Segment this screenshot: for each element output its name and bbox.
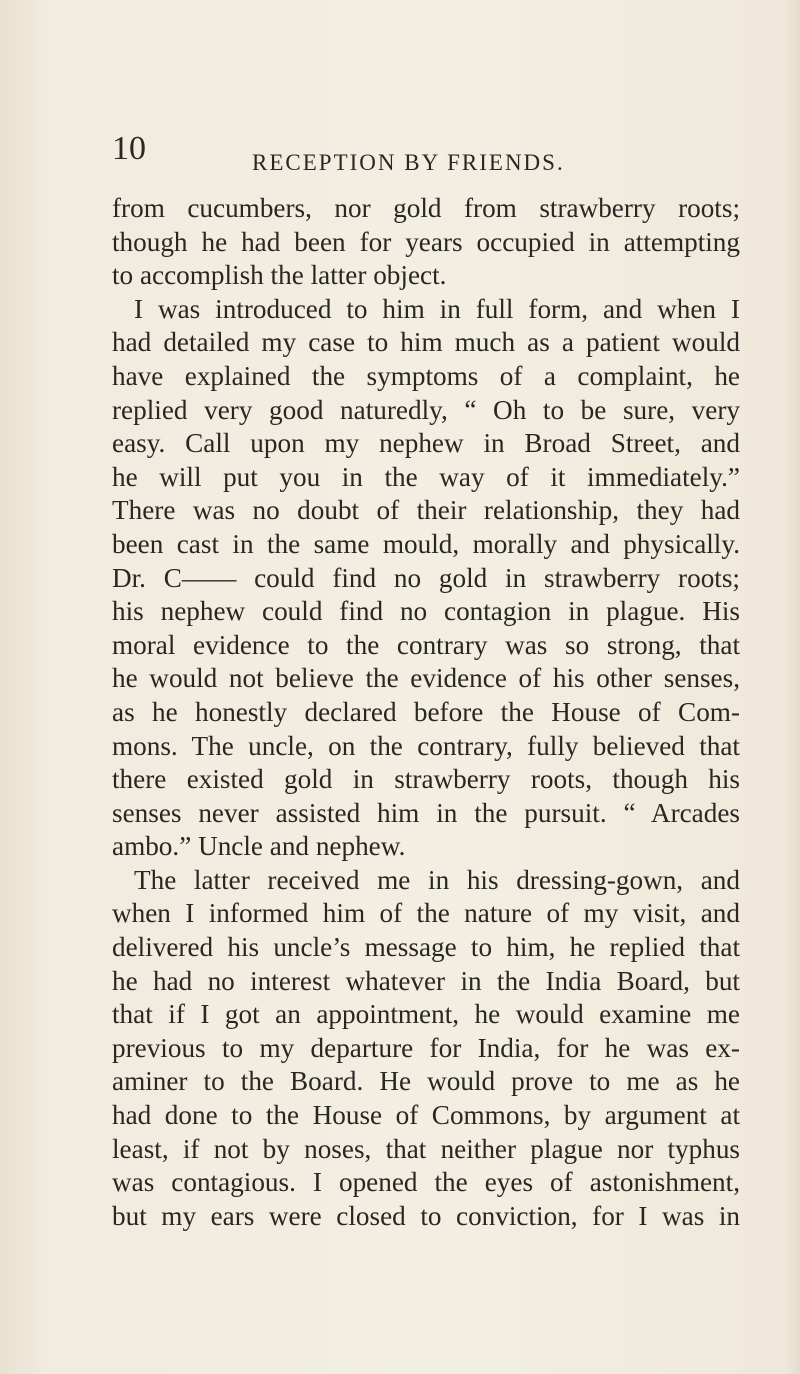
text-line: mons. The uncle, on the contrary, fully believed that xyxy=(112,730,740,761)
text-line: had detailed my case to him much as a patient would xyxy=(112,327,740,358)
text-line: previous to my departure for India, for he was ex- xyxy=(112,1032,740,1063)
page-number: 10 xyxy=(112,130,146,167)
text-line: though he had been for years occupied in attempting xyxy=(112,226,740,257)
text-line: been cast in the same mould, morally and physically. xyxy=(112,528,740,559)
text-line: was contagious. I opened the eyes of astonishment, xyxy=(112,1167,740,1198)
text-line: he will put you in the way of it immediately.” xyxy=(112,461,740,492)
text-line: moral evidence to the contrary was so strong, that xyxy=(112,629,740,660)
text-line: aminer to the Board. He would prove to me as he xyxy=(112,1066,740,1097)
text-line: when I informed him of the nature of my visit, and xyxy=(112,898,740,929)
text-line: The latter received me in his dressing-gown, and xyxy=(134,864,740,895)
text-line: I was introduced to him in full form, and when I xyxy=(134,293,740,324)
running-head: RECEPTION BY FRIENDS. xyxy=(252,150,565,175)
text-line: there existed gold in strawberry roots, though his xyxy=(112,764,740,795)
text-line: easy. Call upon my nephew in Broad Street, and xyxy=(112,428,740,459)
text-line: from cucumbers, nor gold from strawberry roots; xyxy=(112,193,740,223)
body-text xyxy=(112,192,740,1233)
text-line: replied very good naturedly, “ Oh to be sure, very xyxy=(112,394,740,425)
text-line: he had no interest whatever in the India Board, but xyxy=(112,965,740,996)
text-line: have explained the symptoms of a complaint, he xyxy=(112,360,740,391)
text-line: Dr. C—— could find no gold in strawberry roots; xyxy=(112,562,740,593)
text-line: ambo.” Uncle and nephew. xyxy=(112,831,406,862)
text-line: but my ears were closed to conviction, for I was in xyxy=(112,1200,740,1231)
text-line: he would not believe the evidence of his other senses, xyxy=(112,663,740,694)
text-line: his nephew could find no contagion in plague. His xyxy=(112,596,740,627)
page-edge-shadow xyxy=(786,0,800,1374)
text-line: had done to the House of Commons, by argument at xyxy=(112,1100,740,1131)
text-line: delivered his uncle’s message to him, he replied that xyxy=(112,932,740,963)
text-line: least, if not by noses, that neither plague nor typhus xyxy=(112,1133,740,1164)
text-line: to accomplish the latter object. xyxy=(112,260,447,291)
text-line: There was no doubt of their relationship, they had xyxy=(112,495,740,526)
text-line: that if I got an appointment, he would examine me xyxy=(112,999,740,1030)
text-line: senses never assisted him in the pursuit. “ Arcades xyxy=(112,797,740,828)
text-line: as he honestly declared before the House of Com- xyxy=(112,696,740,727)
